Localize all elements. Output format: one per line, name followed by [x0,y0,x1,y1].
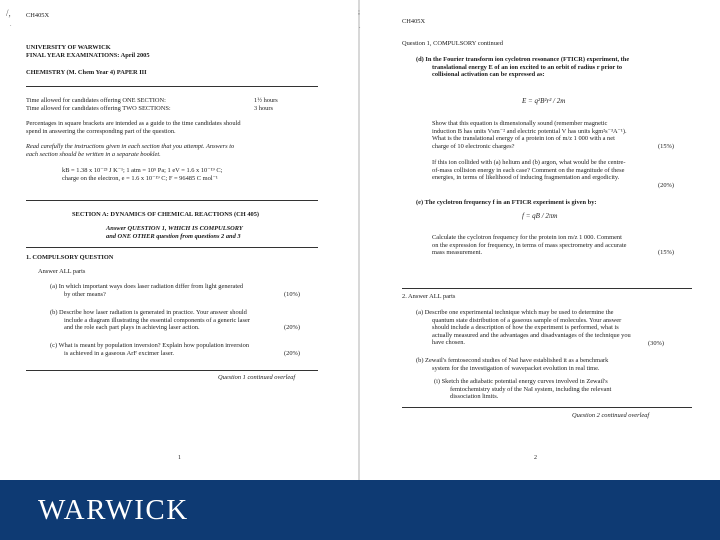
pen-mark: ; [358,8,360,16]
rule [402,288,692,289]
time-one-value: 1½ hours [254,97,278,104]
marks-1d-part2: (15%) [658,143,674,150]
time-two-label: Time allowed for candidates offering TWO SECTIONS: [26,105,171,112]
question-2-heading: 2. Answer ALL parts [402,293,456,300]
marks-1c: (20%) [284,350,300,357]
answer-instruction: Answer QUESTION 1, WHICH IS COMPULSORY and ONE OTHER question from questions 2 and 3 [106,225,243,240]
exam-title: FINAL YEAR EXAMINATIONS: April 2005 [26,52,150,59]
question-1a: (a) In which important ways does laser radiation differ from light generated by other means? [50,283,244,298]
question-1d-part3: If this ion collided with (a) helium and (b) argon, what would be the centre- of-mass collision energy in each case? Comment on the magnitude of these energies, in terms of likelihood of inducing fragmentation and ergodicity. [432,159,626,182]
question-2a: (a) Describe one experimental technique which may be used to determine the quantum state distribution of a gaseous sample of molecules. Your answer should include a description of how the experiment is performed, what is actually measured and the advantages and disadvantages of the technique you have chosen. [416,309,631,347]
course-code: CH405X [402,18,426,25]
pen-mark: /, [6,8,11,18]
question-1-heading: 1. COMPULSORY QUESTION [26,254,114,261]
page-number: 2 [534,455,537,461]
question-2b: (b) Zewail's femtosecond studies of NaI have established it as a benchmark system for the investigation of wavepacket evolution in real time. [416,357,609,372]
question-1e-part2: Calculate the cyclotron frequency for the protein ion m/z 1 000. Comment on the expression for frequency, in terms of mass spectrometry and accurate mass measurement. [432,234,627,257]
marks-1d-part3: (20%) [658,182,674,189]
marks-1a: (10%) [284,291,300,298]
time-one-label: Time allowed for candidates offering ONE SECTION: [26,97,166,104]
marks-1e: (15%) [658,249,674,256]
constants: kB = 1.38 x 10⁻²³ J K⁻¹; 1 atm = 10⁵ Pa; 1 eV = 1.6 x 10⁻¹⁹ C; charge on the electron, e = 1.6 x 10⁻¹⁹ C; F = 96485 C mol⁻¹ [62,167,223,182]
question-1e: (e) The cyclotron frequency f in an FTICR experiment is given by: [416,199,597,206]
rule [26,200,318,201]
question-2b-i: (i) Sketch the adiabatic potential energy curves involved in Zewail's femtochemistry study of the NaI system, including the relevant dissociation limits. [434,378,612,401]
answer-all-parts: Answer ALL parts [38,268,86,275]
continued-overleaf: Question 1 continued overleaf [218,374,296,381]
page-number: 1 [178,455,181,461]
rule [26,370,318,371]
question-1d: (d) In the Fourier transform ion cyclotron resonance (FTICR) experiment, the translational energy E of an ion excited to an orbit of radius r prior to collisional activation can be expressed as: [416,56,630,79]
page-divider [358,0,360,480]
pen-mark: . [10,22,12,28]
percentages-note: Percentages in square brackets are intended as a guide to the time candidates should spend in answering the corresponding part of the question. [26,120,241,135]
paper-title: CHEMISTRY (M. Chem Year 4) PAPER III [26,69,147,76]
frequency-equation: f = qB / 2πm [522,212,558,220]
rule [402,407,692,408]
continued-heading: Question 1, COMPULSORY continued [402,40,503,47]
continued-overleaf: Question 2 continued overleaf [572,412,650,419]
university-title: UNIVERSITY OF WARWICK [26,44,111,51]
section-title: SECTION A: DYNAMICS OF CHEMICAL REACTIONS (CH 405) [72,211,260,218]
question-1d-part2: Show that this equation is dimensionally sound (remember magnetic induction B has units Vsm⁻² and electric potential V has units kgm²s⁻³A⁻¹). What is the translational energy of a protein ion of m/z 1 000 with a net charge of 10 electronic charges? [432,120,627,150]
rule [26,86,318,87]
warwick-logo: WARWICK [38,494,189,526]
energy-equation: E = q²B²r² / 2m [522,97,566,105]
instructions-note: Read carefully the instructions given in each section that you attempt. Answers to each section should be written in a separate booklet. [26,143,235,158]
course-code: CH405X [26,12,50,19]
marks-2a: (30%) [648,340,664,347]
pen-mark: . [359,24,361,30]
rule [26,247,318,248]
time-two-value: 3 hours [254,105,273,112]
marks-1b: (20%) [284,324,300,331]
question-1c: (c) What is meant by population inversion? Explain how population inversion is achieved in a gaseous ArF excimer laser. [50,342,250,357]
question-1b: (b) Describe how laser radiation is generated in practice. Your answer should include a diagram illustrating the essential components of a generic laser and the role each part plays in achieving laser action. [50,309,250,332]
exam-page-1 [0,0,357,480]
exam-page-2 [358,0,720,480]
